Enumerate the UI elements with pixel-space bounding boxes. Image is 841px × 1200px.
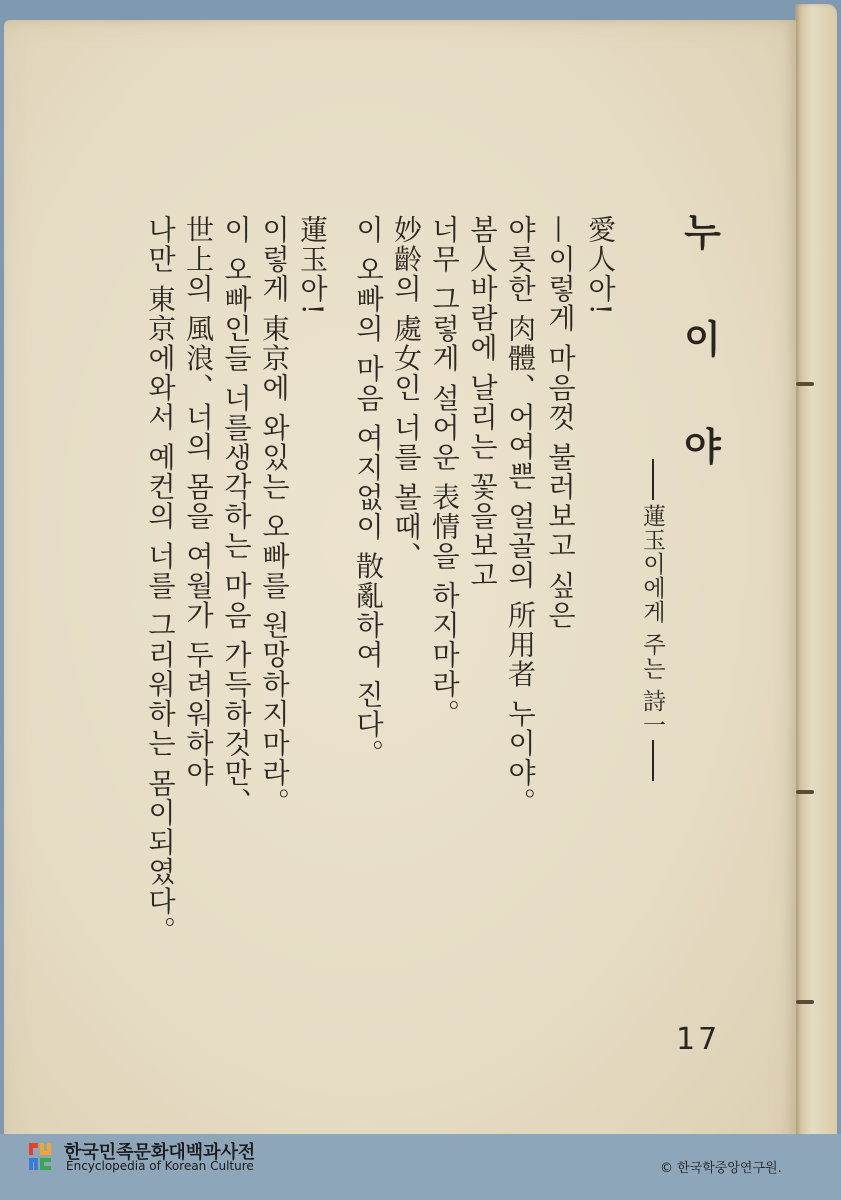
poem-line-10: 이 오빠인들 너를생각하는 마음 가득하것만、 [220,215,253,818]
copyright-notice: © 한국학중앙연구원. [660,1161,782,1176]
binding-staple [796,1000,814,1004]
poem-line-4: 봄人바람에 날리는 꽃을보고 [466,215,499,590]
poem-line-6: 妙齡의 處女인 너를 볼때、 [390,215,423,571]
binding-staple [796,382,814,386]
poem-line-9: 이렇게 東京에 와있는 오빠를 원망하지마라。 [258,215,291,818]
poem-dedication [636,455,669,785]
poem-line-5: 너무 그렇게 설어운 表情을 하지마라。 [428,215,461,729]
poem-line-3: 야릇한 肉體、어여쁜 얼골의 所用者 누이야。 [504,215,537,818]
book-page [4,20,796,1170]
poem-line-7: 이 오빠의 마음 여지없이 散亂하여 진다。 [352,215,385,769]
dedication-dash-end [652,740,654,781]
poem-title: 누 이 야 [677,212,721,493]
dedication-dash-start [652,459,654,500]
poem-line-8: 蓮玉아! [296,215,329,317]
encyclopedia-logo-icon [28,1139,60,1171]
poem-line-1: 愛人아! [584,215,617,317]
dedication-text: 蓮玉이에게 주는 詩一 [639,503,665,737]
poem-line-12: 나만 東京에와서 예컨의 너를 그리워하는 몸이되였다。 [144,215,177,946]
poem-line-2: —이렇게 마음껏 불러보고 싶은 [544,215,577,630]
binding-staple [796,790,814,794]
logo-english-text: Encyclopedia of Korean Culture [66,1159,254,1173]
logo-korean-text: 한국민족문화대백과사전 [64,1142,256,1163]
poem-line-11: 世上의 風浪、너의 몸을 여월가 두려워하야 [182,215,215,788]
page-number: 17 [676,1022,721,1057]
